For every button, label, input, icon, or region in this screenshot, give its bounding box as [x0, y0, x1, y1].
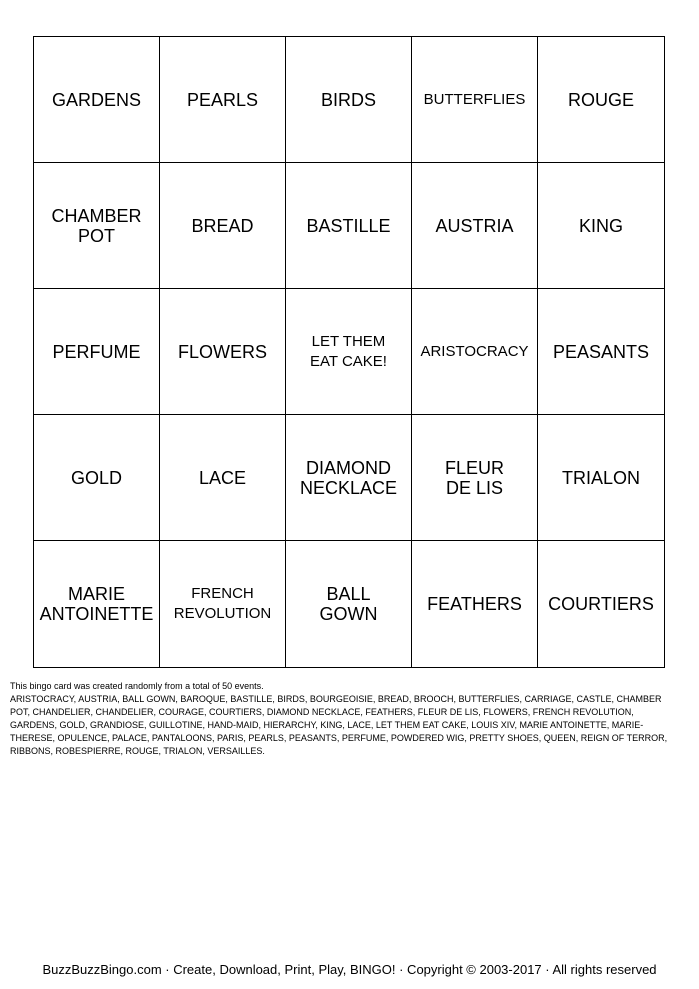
- event-intro-text: This bingo card was created randomly from a total of 50 events.: [10, 681, 264, 691]
- bingo-cell: BIRDS: [286, 37, 412, 163]
- bingo-cell: DIAMOND NECKLACE: [286, 415, 412, 541]
- bingo-cell: BREAD: [160, 163, 286, 289]
- bingo-cell: BUTTERFLIES: [412, 37, 538, 163]
- bingo-cell: FLOWERS: [160, 289, 286, 415]
- footer-copyright: BuzzBuzzBingo.com · Create, Download, Print, Play, BINGO! · Copyright © 2003-2017 · All rights reserved: [42, 962, 657, 977]
- bingo-cell: PEASANTS: [538, 289, 664, 415]
- bingo-cell: BASTILLE: [286, 163, 412, 289]
- bingo-cell: FEATHERS: [412, 541, 538, 667]
- bingo-cell: PEARLS: [160, 37, 286, 163]
- bingo-cell: AUSTRIA: [412, 163, 538, 289]
- bingo-cell: ARISTOCRACY: [412, 289, 538, 415]
- bingo-cell: GOLD: [34, 415, 160, 541]
- bingo-cell: FLEUR DE LIS: [412, 415, 538, 541]
- event-list-info: [10, 680, 680, 758]
- bingo-cell: BALL GOWN: [286, 541, 412, 667]
- bingo-cell: PERFUME: [34, 289, 160, 415]
- bingo-cell: LACE: [160, 415, 286, 541]
- bingo-cell: COURTIERS: [548, 594, 654, 614]
- bingo-cell: LET THEM EAT CAKE!: [286, 289, 412, 415]
- bingo-cell: CHAMBER POT: [34, 163, 160, 289]
- bingo-cell: ROUGE: [538, 37, 664, 163]
- bingo-cell: FRENCH REVOLUTION: [160, 541, 286, 667]
- bingo-cell: TRIALON: [538, 415, 664, 541]
- event-list-text: ARISTOCRACY, AUSTRIA, BALL GOWN, BAROQUE, BASTILLE, BIRDS, BOURGEOISIE, BREAD, BROOCH, BUTTERFLIES, CARRIAGE, CASTLE, CHAMBER POT, CHANDELIER, CHANDELIER, COURAGE, COURTIERS, DIAMOND NECKLACE, FEATHERS, FLEUR DE LIS, FLOWERS, FRENCH REVOLUTION, GARDENS, GOLD, GRANDIOSE, GUILLOTINE, HAND-MAID, HIERARCHY, KING, LACE, LET THEM EAT CAKE, LOUIS XIV, MARIE ANTOINETTE, MARIE-THERESE, OPULENCE, PALACE, PANTALOONS, PARIS, PEARLS, PEASANTS, PERFUME, POWDERED WIG, PRETTY SHOES, QUEEN, REIGN OF TERROR, RIBBONS, ROBESPIERRE, ROUGE, TRIALON, VERSAILLES.: [10, 694, 668, 756]
- bingo-card: [33, 36, 665, 668]
- bingo-cell: KING: [538, 163, 664, 289]
- bingo-cell: MARIE ANTOINETTE: [34, 541, 160, 667]
- bingo-cell: GARDENS: [34, 37, 160, 163]
